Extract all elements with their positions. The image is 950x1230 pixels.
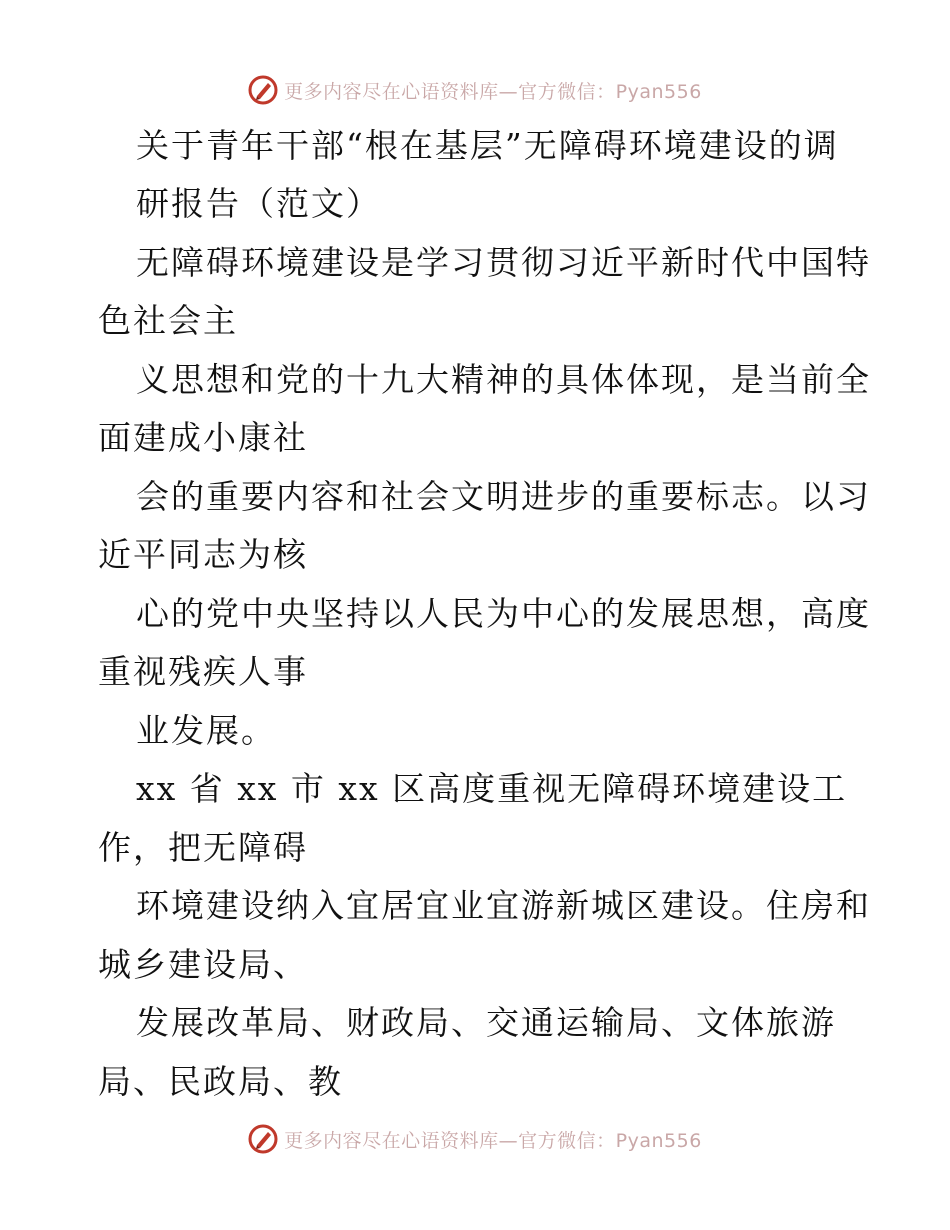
doc-line: 重视残疾人事 — [98, 652, 308, 691]
doc-line: 色社会主 — [98, 301, 238, 340]
doc-line: 环境建设纳入宜居宜业宜游新城区建设。住房和 — [136, 886, 871, 925]
doc-line: 城乡建设局、 — [98, 945, 308, 984]
doc-line: 会的重要内容和社会文明进步的重要标志。以习 — [136, 477, 871, 516]
doc-line: 研报告（范文） — [136, 184, 381, 223]
doc-line: 业发展。 — [136, 711, 276, 750]
header-banner — [0, 70, 950, 110]
doc-line: 近平同志为核 — [98, 535, 308, 574]
doc-line: 面建成小康社 — [98, 418, 308, 457]
footer-banner — [0, 1119, 950, 1159]
doc-line: 义思想和党的十九大精神的具体体现，是当前全 — [136, 360, 871, 399]
red-pen-seal-icon — [248, 75, 278, 105]
doc-line: 局、民政局、教 — [98, 1062, 343, 1101]
header-banner-text: 更多内容尽在心语资料库—官方微信：Pyan556 — [284, 80, 702, 103]
footer-banner-text: 更多内容尽在心语资料库—官方微信：Pyan556 — [284, 1129, 702, 1152]
doc-line: 发展改革局、财政局、交通运输局、文体旅游 — [136, 1003, 836, 1042]
doc-line: 关于青年干部“根在基层”无障碍环境建设的调 — [136, 126, 839, 165]
doc-line: 心的党中央坚持以人民为中心的发展思想，高度 — [136, 594, 871, 633]
doc-line: 作，把无障碍 — [98, 828, 308, 867]
doc-line: xx 省 xx 市 xx 区高度重视无障碍环境建设工 — [136, 769, 848, 808]
red-pen-seal-icon — [248, 1124, 278, 1154]
doc-line: 无障碍环境建设是学习贯彻习近平新时代中国特 — [136, 243, 871, 282]
